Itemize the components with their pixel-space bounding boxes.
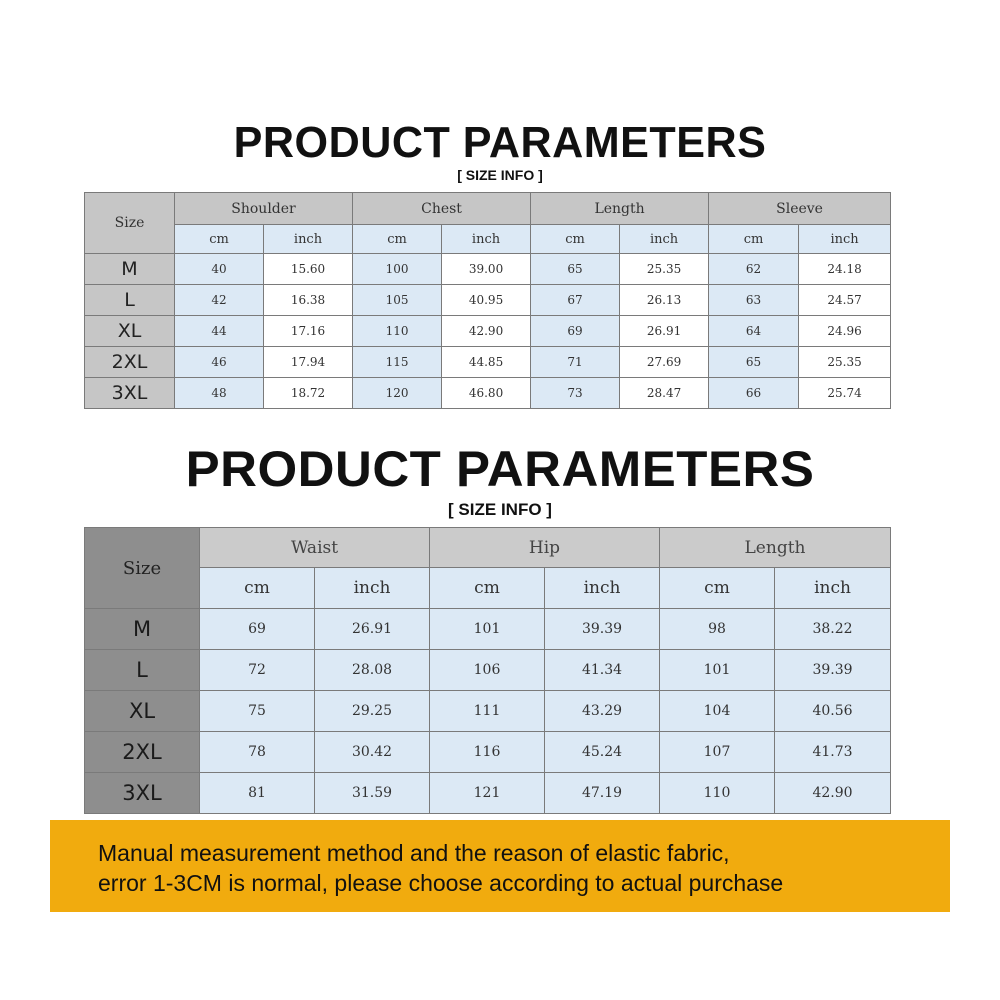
unit-header-inch: inch	[442, 225, 531, 254]
size-label: 2XL	[85, 347, 175, 378]
notice-line-1: Manual measurement method and the reason of elastic fabric,	[98, 840, 730, 866]
unit-header-cm: cm	[531, 225, 620, 254]
table-cell: 38.22	[775, 609, 891, 650]
table-cell: 39.00	[442, 254, 531, 285]
group-header: Shoulder	[175, 193, 353, 225]
group-header: Sleeve	[709, 193, 891, 225]
table-cell: 39.39	[775, 650, 891, 691]
table-cell: 24.18	[799, 254, 891, 285]
size-label: L	[85, 285, 175, 316]
table-cell: 107	[660, 732, 775, 773]
table-cell: 63	[709, 285, 799, 316]
unit-header-inch: inch	[775, 568, 891, 609]
top-title: PRODUCT PARAMETERS	[233, 118, 767, 167]
table-cell: 41.34	[545, 650, 660, 691]
table-row	[85, 254, 891, 285]
table-row	[85, 691, 891, 732]
size-label: XL	[85, 691, 200, 732]
table-row	[85, 773, 891, 814]
table-cell: 106	[430, 650, 545, 691]
table-cell: 24.96	[799, 316, 891, 347]
unit-header-inch: inch	[315, 568, 430, 609]
header-row	[85, 193, 891, 225]
table-cell: 42	[175, 285, 264, 316]
table-cell: 101	[430, 609, 545, 650]
group-header: Chest	[353, 193, 531, 225]
bottom-size-table	[84, 527, 891, 814]
unit-header-cm: cm	[175, 225, 264, 254]
table-cell: 110	[660, 773, 775, 814]
table-cell: 26.13	[620, 285, 709, 316]
table-cell: 29.25	[315, 691, 430, 732]
unit-row	[85, 568, 891, 609]
table-cell: 45.24	[545, 732, 660, 773]
table-cell: 16.38	[264, 285, 353, 316]
table-row	[85, 378, 891, 409]
table-row	[85, 285, 891, 316]
table-row	[85, 316, 891, 347]
top-size-table	[84, 192, 891, 409]
table-cell: 104	[660, 691, 775, 732]
header-row	[85, 528, 891, 568]
table-cell: 75	[200, 691, 315, 732]
table-cell: 30.42	[315, 732, 430, 773]
table-cell: 15.60	[264, 254, 353, 285]
unit-header-inch: inch	[799, 225, 891, 254]
table-cell: 17.16	[264, 316, 353, 347]
table-row	[85, 732, 891, 773]
table-cell: 120	[353, 378, 442, 409]
table-cell: 64	[709, 316, 799, 347]
table-cell: 65	[709, 347, 799, 378]
table-cell: 101	[660, 650, 775, 691]
table-cell: 27.69	[620, 347, 709, 378]
table-cell: 69	[200, 609, 315, 650]
unit-row	[85, 225, 891, 254]
table-cell: 40.95	[442, 285, 531, 316]
table-cell: 115	[353, 347, 442, 378]
table-cell: 111	[430, 691, 545, 732]
table-cell: 98	[660, 609, 775, 650]
table-cell: 67	[531, 285, 620, 316]
table-cell: 42.90	[775, 773, 891, 814]
size-label: L	[85, 650, 200, 691]
table-cell: 121	[430, 773, 545, 814]
table-cell: 25.35	[799, 347, 891, 378]
top-subtitle: [ SIZE INFO ]	[457, 167, 543, 183]
unit-header-inch: inch	[264, 225, 353, 254]
table-cell: 46.80	[442, 378, 531, 409]
unit-header-cm: cm	[660, 568, 775, 609]
table-cell: 24.57	[799, 285, 891, 316]
table-cell: 66	[709, 378, 799, 409]
table-cell: 62	[709, 254, 799, 285]
size-header: Size	[85, 528, 200, 609]
size-label: M	[85, 254, 175, 285]
measurement-notice	[50, 820, 950, 912]
size-label: 3XL	[85, 378, 175, 409]
bottom-title: PRODUCT PARAMETERS	[185, 441, 815, 497]
table-cell: 69	[531, 316, 620, 347]
table-row	[85, 609, 891, 650]
unit-header-cm: cm	[430, 568, 545, 609]
group-header: Length	[531, 193, 709, 225]
table-cell: 41.73	[775, 732, 891, 773]
table-cell: 71	[531, 347, 620, 378]
table-cell: 44	[175, 316, 264, 347]
table-cell: 28.47	[620, 378, 709, 409]
table-cell: 25.35	[620, 254, 709, 285]
table-cell: 39.39	[545, 609, 660, 650]
size-label: XL	[85, 316, 175, 347]
size-label: M	[85, 609, 200, 650]
size-header: Size	[85, 193, 175, 254]
table-cell: 72	[200, 650, 315, 691]
size-label: 2XL	[85, 732, 200, 773]
table-cell: 65	[531, 254, 620, 285]
table-cell: 47.19	[545, 773, 660, 814]
table-cell: 78	[200, 732, 315, 773]
table-cell: 81	[200, 773, 315, 814]
table-cell: 116	[430, 732, 545, 773]
group-header: Hip	[430, 528, 660, 568]
table-cell: 44.85	[442, 347, 531, 378]
table-cell: 18.72	[264, 378, 353, 409]
table-cell: 100	[353, 254, 442, 285]
table-cell: 17.94	[264, 347, 353, 378]
table-cell: 110	[353, 316, 442, 347]
table-row	[85, 347, 891, 378]
table-cell: 28.08	[315, 650, 430, 691]
unit-header-inch: inch	[620, 225, 709, 254]
table-cell: 40	[175, 254, 264, 285]
table-cell: 42.90	[442, 316, 531, 347]
unit-header-cm: cm	[353, 225, 442, 254]
table-cell: 43.29	[545, 691, 660, 732]
table-cell: 26.91	[620, 316, 709, 347]
table-cell: 25.74	[799, 378, 891, 409]
group-header: Length	[660, 528, 891, 568]
table-cell: 48	[175, 378, 264, 409]
table-cell: 105	[353, 285, 442, 316]
size-label: 3XL	[85, 773, 200, 814]
table-cell: 46	[175, 347, 264, 378]
notice-line-2: error 1-3CM is normal, please choose according to actual purchase	[98, 870, 784, 896]
unit-header-inch: inch	[545, 568, 660, 609]
bottom-subtitle: [ SIZE INFO ]	[448, 500, 552, 519]
table-cell: 40.56	[775, 691, 891, 732]
table-row	[85, 650, 891, 691]
group-header: Waist	[200, 528, 430, 568]
unit-header-cm: cm	[709, 225, 799, 254]
table-cell: 31.59	[315, 773, 430, 814]
unit-header-cm: cm	[200, 568, 315, 609]
table-cell: 73	[531, 378, 620, 409]
table-cell: 26.91	[315, 609, 430, 650]
